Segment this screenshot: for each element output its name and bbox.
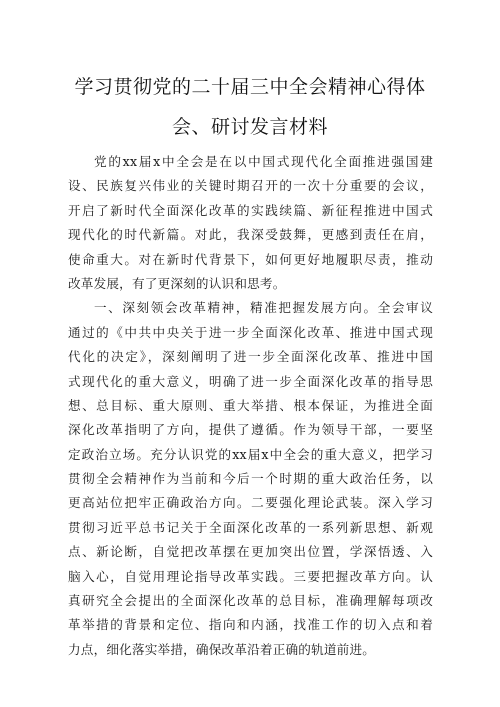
paragraph-1-line: 使命重大。对在新时代背景下，如何更好地履职尽责，推动 [68,251,433,267]
paragraph-2-line: 深化改革指明了方向，提供了遵循。作为领导干部，一要坚 [68,422,433,438]
paragraph-2-line: 式现代化的重大意义，明确了进一步全面深化改革的指导思 [68,373,433,389]
paragraph-1-line: 现代化的时代新篇。对此，我深受鼓舞，更感到责任在肩， [68,227,433,243]
paragraph-2-line: 代化的决定》，深刻阐明了进一步全面深化改革、推进中国 [68,349,433,365]
paragraph-2-line: 更高站位把牢正确政治方向。二要强化理论武装。深入学习 [68,495,433,511]
document-title-line-1: 学习贯彻党的二十届三中全会精神心得体 [74,76,426,98]
paragraph-2-line: 一、深刻领会改革精神，精准把握发展方向。全会审议 [94,300,433,316]
document-body [68,150,433,662]
paragraph-1-line: 改革发展，有了更深刻的认识和思考。 [68,275,286,291]
paragraph-1-line: 党的xx届x中全会是在以中国式现代化全面推进强国建 [94,154,433,169]
paragraph-2-line: 通过的《中共中央关于进一步全面深化改革、推进中国式现 [68,324,433,340]
paragraph-1-line: 开启了新时代全面深化改革的实践续篇、新征程推进中国式 [68,202,433,218]
paragraph-2-line: 脑入心，自觉用理论指导改革实践。三要把握改革方向。认 [68,568,433,584]
paragraph-2-line: 点、新论断，自觉把改革摆在更加突出位置，学深悟透、入 [68,544,433,560]
paragraph-1-line: 设、民族复兴伟业的关键时期召开的一次十分重要的会议， [68,178,433,194]
paragraph-2-line: 贯彻习近平总书记关于全面深化改革的一系列新思想、新观 [68,519,433,535]
paragraph-2-line: 力点，细化落实举措，确保改革沿着正确的轨道前进。 [68,641,376,657]
paragraph-2-line: 想、总目标、重大原则、重大举措、根本保证，为推进全面 [68,397,433,413]
paragraph-2-line: 贯彻全会精神作为当前和今后一个时期的重大政治任务，以 [68,471,433,487]
paragraph-2-line: 革举措的背景和定位、指向和内涵，找准工作的切入点和着 [68,617,433,633]
document-title-line-2: 会、研讨发言材料 [171,116,328,138]
paragraph-2-line: 定政治立场。充分认识党的xx届x中全会的重大意义，把学习 [68,446,433,462]
paragraph-2-line: 真研究全会提出的全面深化改革的总目标，准确理解每项改 [68,593,433,609]
